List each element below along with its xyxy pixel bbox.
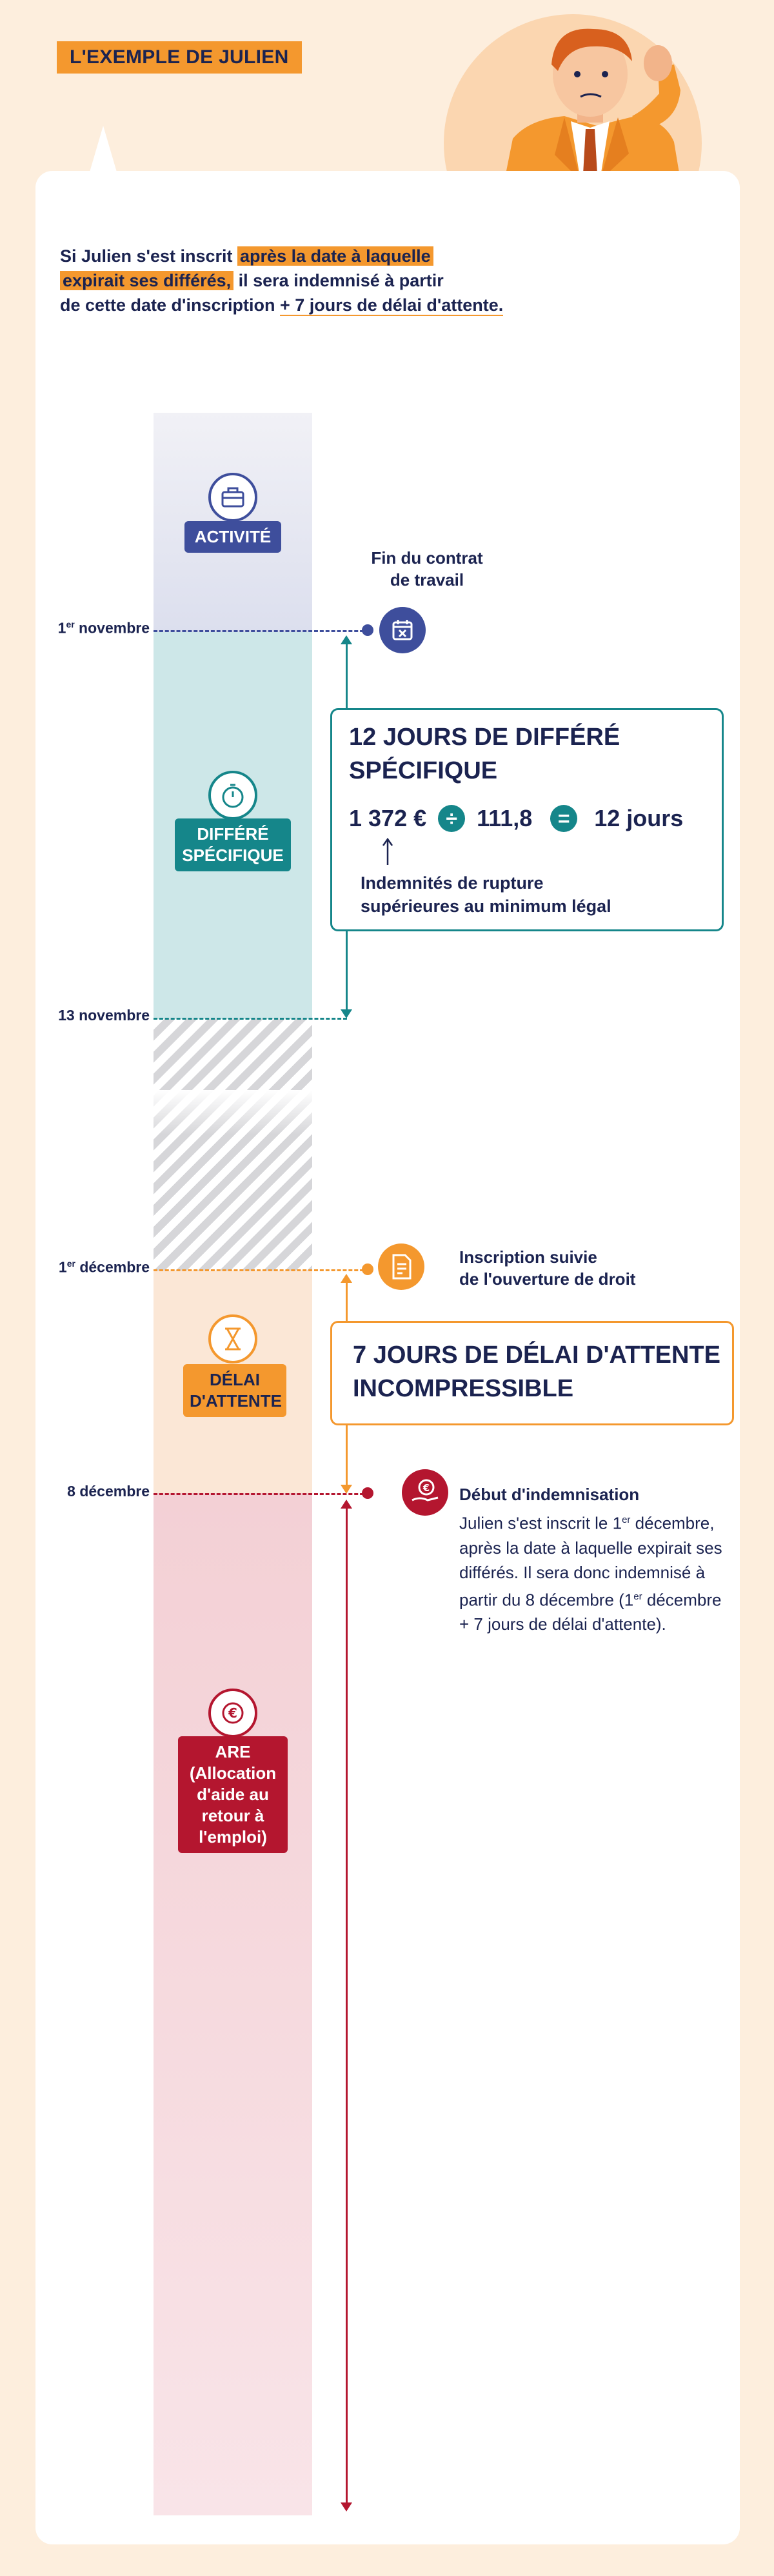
arrow-differe-head-down [341, 1009, 352, 1018]
intro-part3: de cette date d'inscription [60, 295, 280, 315]
page-title: L'EXEMPLE DE JULIEN [57, 41, 302, 74]
arrow-are-head-up [341, 1500, 352, 1509]
equals-icon: = [550, 805, 577, 832]
info-box-delai [330, 1321, 734, 1425]
event-debut-title: Début d'indemnisation [459, 1485, 640, 1504]
band-hatched-fade [154, 1090, 312, 1135]
arrow-are-head-down [341, 2502, 352, 2512]
intro-text [60, 244, 563, 317]
arrow-differe-head-up [341, 635, 352, 644]
briefcase-icon [208, 473, 257, 522]
speech-bubble-tail [89, 126, 117, 174]
intro-part2: il sera indemnisé à partir [233, 271, 444, 290]
date-1er-decembre: 1er décembre [58, 1258, 150, 1276]
hourglass-icon [208, 1314, 257, 1363]
svg-text:€: € [422, 1482, 430, 1494]
date-1er-novembre: 1er novembre [57, 619, 150, 637]
calendar-x-icon [379, 607, 426, 653]
intro-highlight1: après la date à laquelle [237, 246, 433, 266]
dash-13-novembre [154, 1018, 347, 1020]
dot-8-decembre [362, 1487, 373, 1499]
formula-amount: 1 372 € [349, 805, 427, 831]
event-inscription-label: Inscription suivie de l'ouverture de droit [459, 1247, 636, 1289]
dot-1er-novembre [362, 624, 373, 636]
arrow-are [346, 1503, 348, 2502]
phase-label-activite: ACTIVITÉ [184, 521, 281, 553]
dot-1er-decembre [362, 1263, 373, 1275]
formula-result: 12 jours [594, 805, 684, 831]
delai-title: 7 JOURS DE DÉLAI D'ATTENTE INCOMPRESSIBLE [353, 1342, 720, 1402]
document-pen-icon [378, 1243, 424, 1290]
date-13-novembre: 13 novembre [58, 1007, 150, 1024]
intro-highlight2: expirait ses différés, [60, 271, 233, 290]
arrow-delai-head-down [341, 1485, 352, 1494]
event-debut-description: Julien s'est inscrit le 1er décembre, après la date à laquelle expirait ses différés. Il sera donc indemnisé à partir du 8 décembre (1er décembre + 7 jours de délai d'attente). [459, 1513, 722, 1634]
stopwatch-icon [208, 771, 257, 820]
euro-coin-icon [208, 1689, 257, 1738]
svg-text:€: € [228, 1705, 237, 1721]
dash-8-decembre [154, 1493, 370, 1495]
date-8-decembre: 8 décembre [67, 1483, 150, 1500]
differe-note: Indemnités de rupture supérieures au minimum légal [361, 873, 611, 916]
band-are [154, 1493, 312, 2515]
intro-underlined: + 7 jours de délai d'attente. [279, 295, 504, 315]
info-box-differe [330, 708, 724, 931]
up-arrow-icon [381, 837, 394, 866]
intro-part1: Si Julien s'est inscrit [60, 246, 238, 266]
phase-label-delai: DÉLAI D'ATTENTE [183, 1364, 286, 1417]
formula-divisor: 111,8 [477, 805, 533, 831]
event-fin-contrat-label: Fin du contrat de travail [371, 548, 483, 590]
differe-formula [349, 805, 683, 832]
dash-1er-decembre [154, 1269, 370, 1271]
band-hatched [154, 1019, 312, 1271]
differe-title: 12 JOURS DE DIFFÉRÉ SPÉCIFIQUE [349, 724, 620, 784]
dash-1er-novembre [154, 630, 370, 632]
euro-hand-icon [402, 1469, 448, 1516]
arrow-delai-head-up [341, 1274, 352, 1283]
divide-icon: ÷ [438, 805, 465, 832]
phase-label-differe: DIFFÉRÉ SPÉCIFIQUE [175, 818, 291, 871]
phase-label-are: ARE (Allocation d'aide au retour à l'emploi) [178, 1736, 288, 1853]
